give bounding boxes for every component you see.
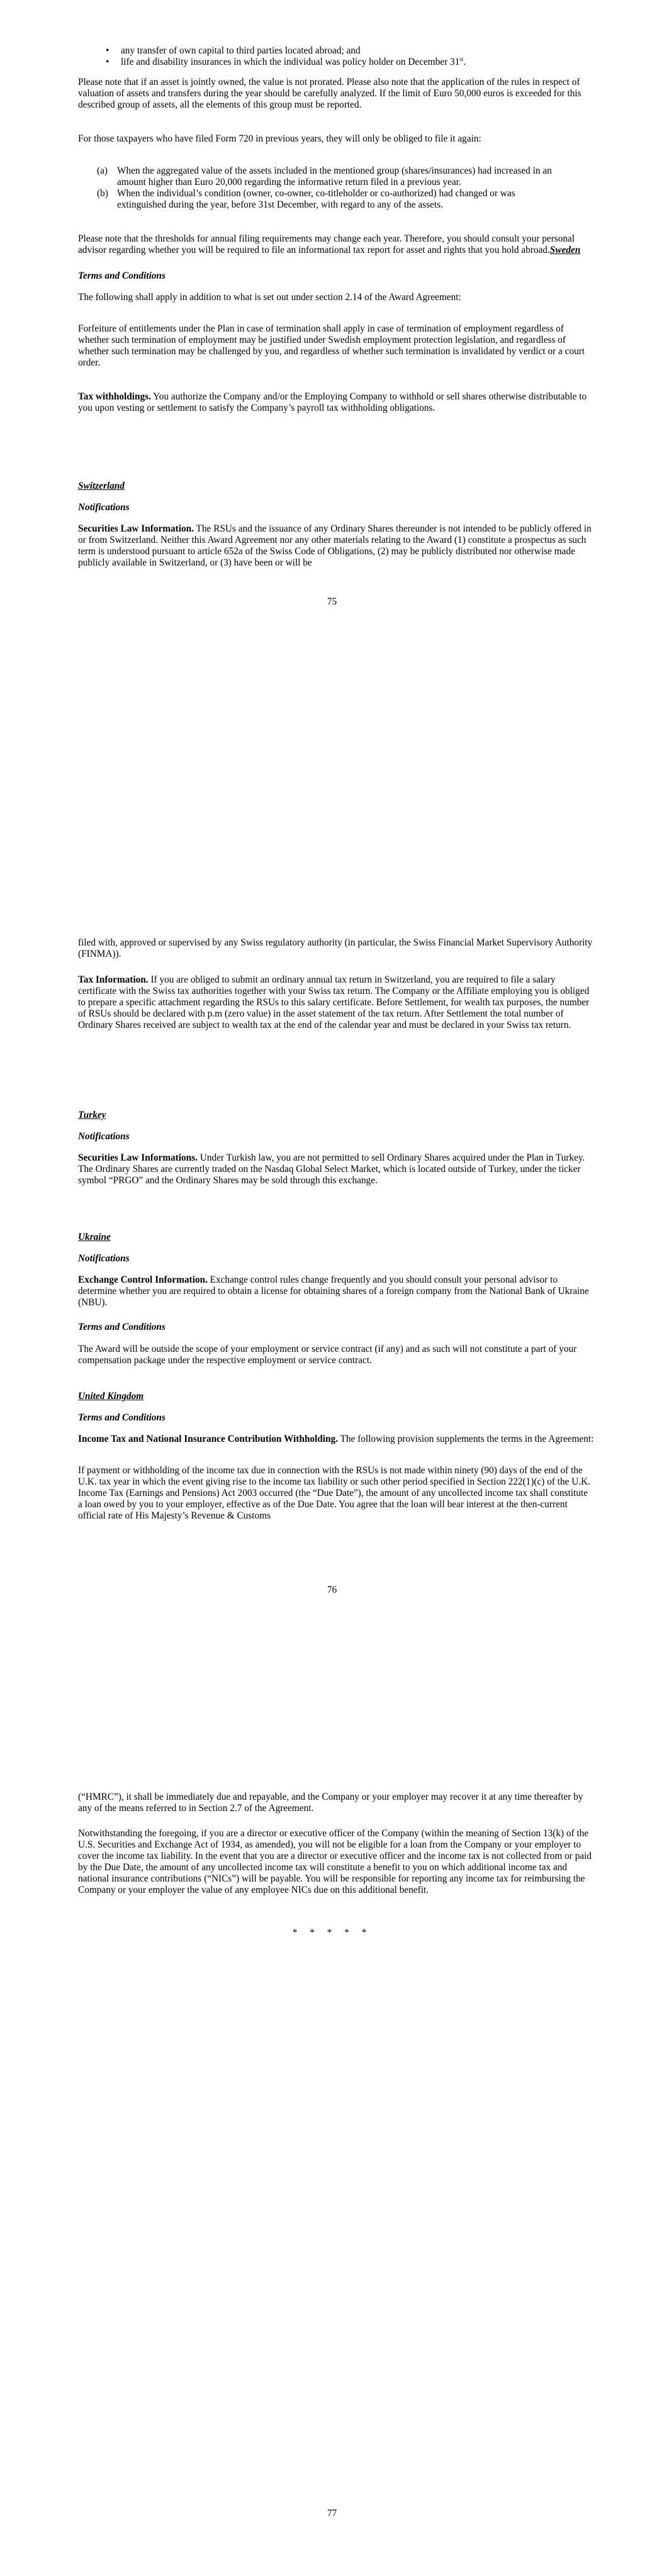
tax-withholdings-title: Tax withholdings. xyxy=(78,391,151,402)
uk-terms-heading: Terms and Conditions xyxy=(78,1412,166,1423)
income-tax-title: Income Tax and National Insurance Contribution Withholding. xyxy=(78,1434,338,1444)
section-heading-sweden: Sweden xyxy=(549,245,581,255)
bullet-text: any transfer of own capital to third parties located abroad; and xyxy=(121,45,361,56)
uk-paragraph-notwithstanding: Notwithstanding the foregoing, if you are a director or executive officer of the Company (within the meaning of Section 13(k) of the U.S. Securities and Exchange Act of 1934, as amended), you will not be eligible for a loan from the Company or your employer to cover the income tax liability. In the event that you are a director or executive officer and the income tax is not collected from or paid by the Due Date, the amount of any uncollected income tax will constitute a benefit to you on which additional income tax and national insurance contributions (“NICs”) will be payable. You will be responsible for reporting any income tax for reimbursing the Company or your employer the value of any employee NICs due on this additional benefit. xyxy=(78,1828,592,1895)
securities-law-text: The RSUs and the issuance of any Ordinary Shares thereunder is not intended to be publicly offered in or from Switzerland. Neither this Award Agreement nor any other materials relating to the Award (1) constitute a prospectus as such term is understood pursuant to article 652a of the Swiss Code of Obligations, (2) may be publicly distributed nor otherwise made publicly available in Switzerland, or (3) have been or will be xyxy=(78,523,592,568)
securities-law-title: Securities Law Information. xyxy=(78,523,194,534)
ukraine-terms-heading: Terms and Conditions xyxy=(78,1322,166,1332)
income-tax-text: The following provision supplements the terms in the Agreement: xyxy=(338,1434,594,1444)
tax-information-text: If you are obliged to submit an ordinary annual tax return in Switzerland, you are required to file a salary certificate with the Swiss tax authorities together with your Swiss tax return. The Company or the Affiliate employing you is obliged to prepare a specific attachment regarding the RSUs to this salary certificate. Before Settlement, for wealth tax purposes, the number of RSUs should be declared with p.m (zero value) in the asset statement of the tax return. After Settlement the total number of Ordinary Shares received are subject to wealth tax at the end of the calendar year and must be declared in your Swiss tax return. xyxy=(78,974,590,1030)
exchange-control-text: Exchange control rules change frequently and you should consult your personal advisor to determine whether you are required to obtain a license for obtaining shares of a foreign company from the National Bank of Ukraine (NBU). xyxy=(78,1274,589,1308)
ukraine-notifications-heading: Notifications xyxy=(78,1253,130,1264)
thresholds-text: Please note that the thresholds for annual filing requirements may change each year. Therefore, you should consult your personal advisor regarding whether you will be required to file an informational tax report for asset and rights that you hold abroad. xyxy=(78,233,575,255)
exchange-control-title: Exchange Control Information. xyxy=(78,1274,208,1285)
page-number: 76 xyxy=(327,1585,337,1595)
sweden-terms-heading: Terms and Conditions xyxy=(78,270,166,281)
switzerland-notifications-heading: Notifications xyxy=(78,502,130,513)
tax-information-title: Tax Information. xyxy=(78,974,149,985)
bullet-text: life and disability insurances in which the individual was policy holder on December 31 xyxy=(121,57,460,67)
securities-law-title: Securities Law Informations. xyxy=(78,1152,198,1163)
section-heading-united-kingdom: United Kingdom xyxy=(78,1391,144,1402)
section-heading-ukraine: Ukraine xyxy=(78,1232,111,1242)
uk-paragraph-payment: If payment or withholding of the income tax due in connection with the RSUs is not made within ninety (90) days of the end of the U.K. tax year in which the event giving rise to the income tax liability or such other period specified in Section 222(1)(c) of the U.K. Income Tax (Earnings and Pensions) Act 2003 occurred (the “Due Date”), the amount of any uncollected income tax shall constitute a loan owed by you to your employer, effective as of the Due Date. You agree that the loan will bear interest at the then-current official rate of His Majesty’s Revenue & Customs xyxy=(78,1465,590,1521)
switzerland-securities-law-continued: filed with, approved or supervised by any Swiss regulatory authority (in particular, the Swiss Financial Market Supervisory Authority (FINMA)). xyxy=(78,937,593,959)
section-heading-turkey: Turkey xyxy=(78,1110,106,1120)
page-number: 77 xyxy=(327,2508,337,2519)
item-text: When the aggregated value of the assets included in the mentioned group (shares/insurances) had increased in an amount higher than Euro 20,000 regarding the informative return filed in a previous year. xyxy=(117,165,552,187)
sweden-paragraph-forfeiture: Forfeiture of entitlements under the Plan in case of termination shall apply in case of termination of employment regardless of whether such termination of employment may be justified under Swedish employment protection legislation, and regardless of whether such termination may be challenged by you, and regardless of whether such termination is invalidated by verdict or a court order. xyxy=(78,323,585,368)
tax-withholdings-text: You authorize the Company and/or the Employing Company to withhold or sell shares otherwise distributable to you upon vesting or settlement to satisfy the Company’s payroll tax withholding obligations. xyxy=(78,391,587,413)
securities-law-text: Under Turkish law, you are not permitted to sell Ordinary Shares acquired under the Plan in Turkey. The Ordinary Shares are currently traded on the Nasdaq Global Select Market, which is located outside of Turkey, under the ticker symbol “PRGO” and the Ordinary Shares may be sold through this exchange. xyxy=(78,1152,585,1186)
ukraine-paragraph: The Award will be outside the scope of your employment or service contract (if any) and as such will not constitute a part of your compensation package under the respective employment or service contract. xyxy=(78,1344,577,1366)
uk-paragraph-continued: (“HMRC”), it shall be immediately due and repayable, and the Company or your employer may recover it at any time thereafter by any of the means referred to in Section 2.7 of the Agreement. xyxy=(78,1792,583,1814)
sweden-paragraph-1: The following shall apply in addition to what is set out under section 2.14 of the Award Agreement: xyxy=(78,292,461,303)
turkey-notifications-heading: Notifications xyxy=(78,1131,130,1142)
page-number: 75 xyxy=(327,596,337,607)
item-text: When the individual’s condition (owner, co-owner, co-titleholder or co-authorized) had changed or was extinguished during the year, before 31st December, with regard to any of the assets. xyxy=(117,188,515,210)
superscript: st xyxy=(459,55,464,62)
bullet-end: . xyxy=(463,57,466,67)
paragraph-form-720: For those taxpayers who have filed Form 720 in previous years, they will only be obliged to file it again: xyxy=(78,133,481,144)
section-heading-switzerland: Switzerland xyxy=(78,481,125,491)
item-label: (a) xyxy=(97,165,108,176)
item-label: (b) xyxy=(97,188,108,199)
end-stars: * * * * * xyxy=(292,1927,372,1938)
paragraph-jointly-owned: Please note that if an asset is jointly owned, the value is not prorated. Please also note that the application of the rules in respect of valuation of assets and transfers during the year should be carefully analyzed. If the limit of Euro 50,000 euros is exceeded for this described group of assets, all the elements of this group must be reported. xyxy=(78,77,582,110)
